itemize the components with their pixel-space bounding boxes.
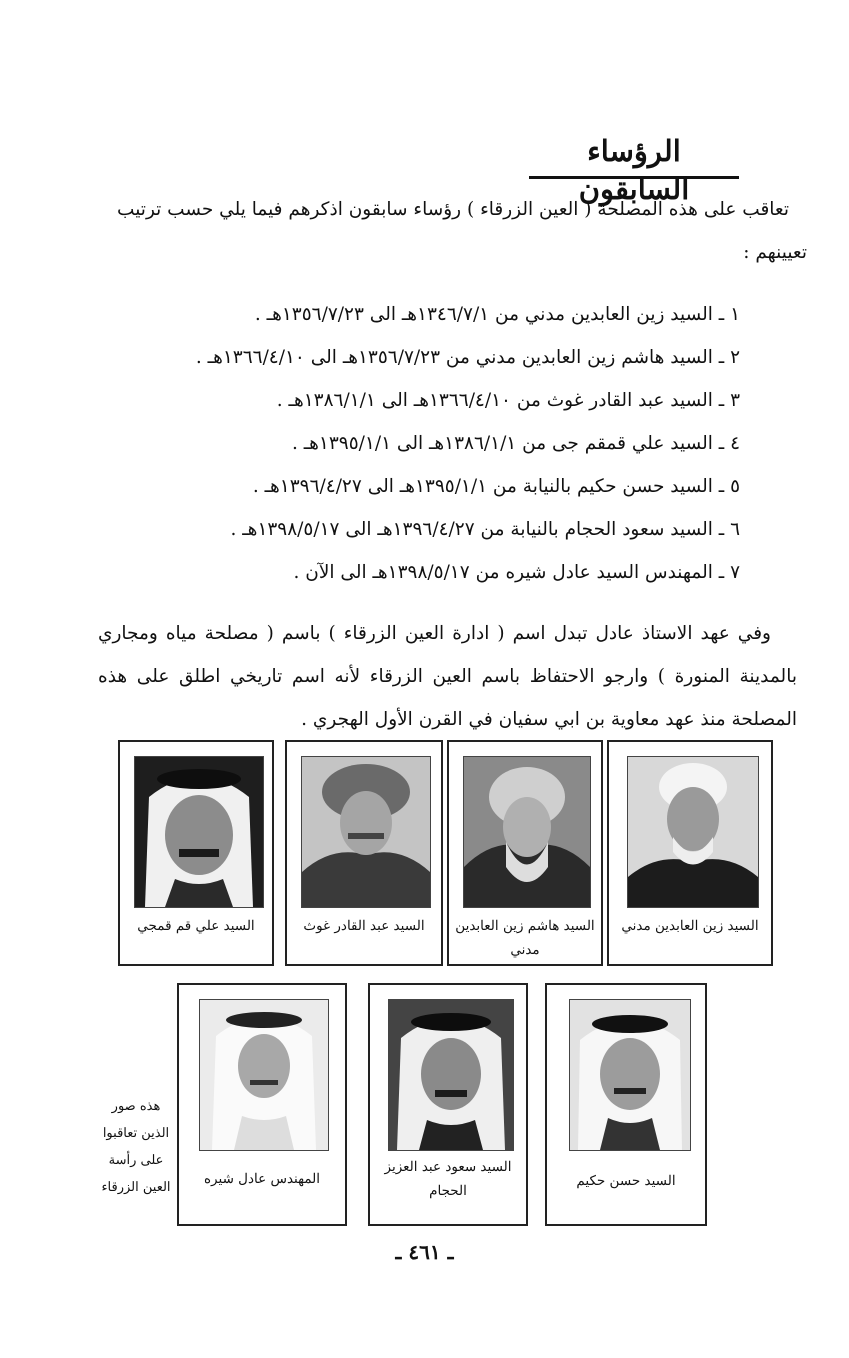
portrait-image [389,1000,513,1150]
photo-card-hashem [447,740,603,966]
photo-card-adel-shirah [177,983,347,1226]
portrait-image [200,1000,328,1150]
photo-card-zain-alabidin [607,740,773,966]
portrait-image [464,757,590,907]
portrait-photo [199,999,329,1151]
photo-caption: السيد عبد القادر غوث [303,918,425,934]
list-item: ٢ ـ السيد هاشم زين العابدين مدني من ١٣٥٦/٧/٢٣هـ الى ١٣٦٦/٤/١٠هـ . [195,346,740,368]
portrait-photo [301,756,431,908]
photo-card-hasan-hakim [545,983,707,1226]
portrait-image [302,757,430,907]
photo-caption: السيد علي قم قمجي [137,918,255,934]
photo-caption: المهندس عادل شيره [203,1171,320,1187]
list-item: ٥ ـ السيد حسن حكيم بالنيابة من ١٣٩٥/١/١هـ الى ١٣٩٦/٤/٢٧هـ . [252,475,740,497]
portrait-photo [388,999,514,1151]
article-body [98,188,807,741]
photo-caption: السيد حسن حكيم [576,1173,676,1189]
page-title: الرؤساء السابقون [529,132,739,179]
list-item: ٤ ـ السيد علي قمقم جى من ١٣٨٦/١/١هـ الى ١٣٩٥/١/١هـ . [291,432,740,454]
portrait-photo [569,999,691,1151]
photo-card-saud-alhajjam [368,983,528,1226]
list-item: ١ ـ السيد زين العابدين مدني من ١٣٤٦/٧/١هـ الى ١٣٥٦/٧/٢٣هـ . [254,303,740,325]
photo-caption: السيد سعود عبد العزيز الحجام [384,1159,512,1199]
portrait-photo [134,756,264,908]
photo-card-abdulqader [285,740,443,966]
photo-card-ali-qamqamji [118,740,274,966]
portrait-image [628,757,758,907]
intro-line-1: تعاقب على هذه المصلحة ( العين الزرقاء ) رؤساء سابقون اذكرهم فيما يلي حسب ترتيب [117,199,789,220]
closing-paragraph: وفي عهد الاستاذ عادل تبدل اسم ( ادارة العين الزرقاء ) باسم ( مصلحة مياه ومجاري بالمدينة المنورة ) وارجو الاحتفاظ باسم العين الزرقاء لأنه اسم تاريخي اطلق على هذه المصلحة منذ عهد معاوية بن ابي سفيان في القرن الأول الهجري . [98,623,797,730]
list-item: ٦ ـ السيد سعود الحجام بالنيابة من ١٣٩٦/٤/٢٧هـ الى ١٣٩٨/٥/١٧هـ . [230,518,740,540]
list-item: ٣ ـ السيد عبد القادر غوث من ١٣٦٦/٤/١٠هـ الى ١٣٨٦/١/١هـ . [276,389,740,411]
photo-caption: السيد هاشم زين العابدين مدني [455,918,595,958]
portrait-image [135,757,263,907]
intro-line-2: تعيينهم : [743,242,807,263]
page-number: ـ ٤٦١ ـ [395,1240,454,1264]
presidents-list [98,293,740,594]
portrait-photo [627,756,759,908]
photo-caption: السيد زين العابدين مدني [621,918,759,934]
list-item: ٧ ـ المهندس السيد عادل شيره من ١٣٩٨/٥/١٧هـ الى الآن . [293,561,740,583]
side-note: هذه صور الذين تعاقبوا على رأسة العين الزرقاء [101,1099,171,1195]
portrait-photo [463,756,591,908]
portrait-image [570,1000,690,1150]
